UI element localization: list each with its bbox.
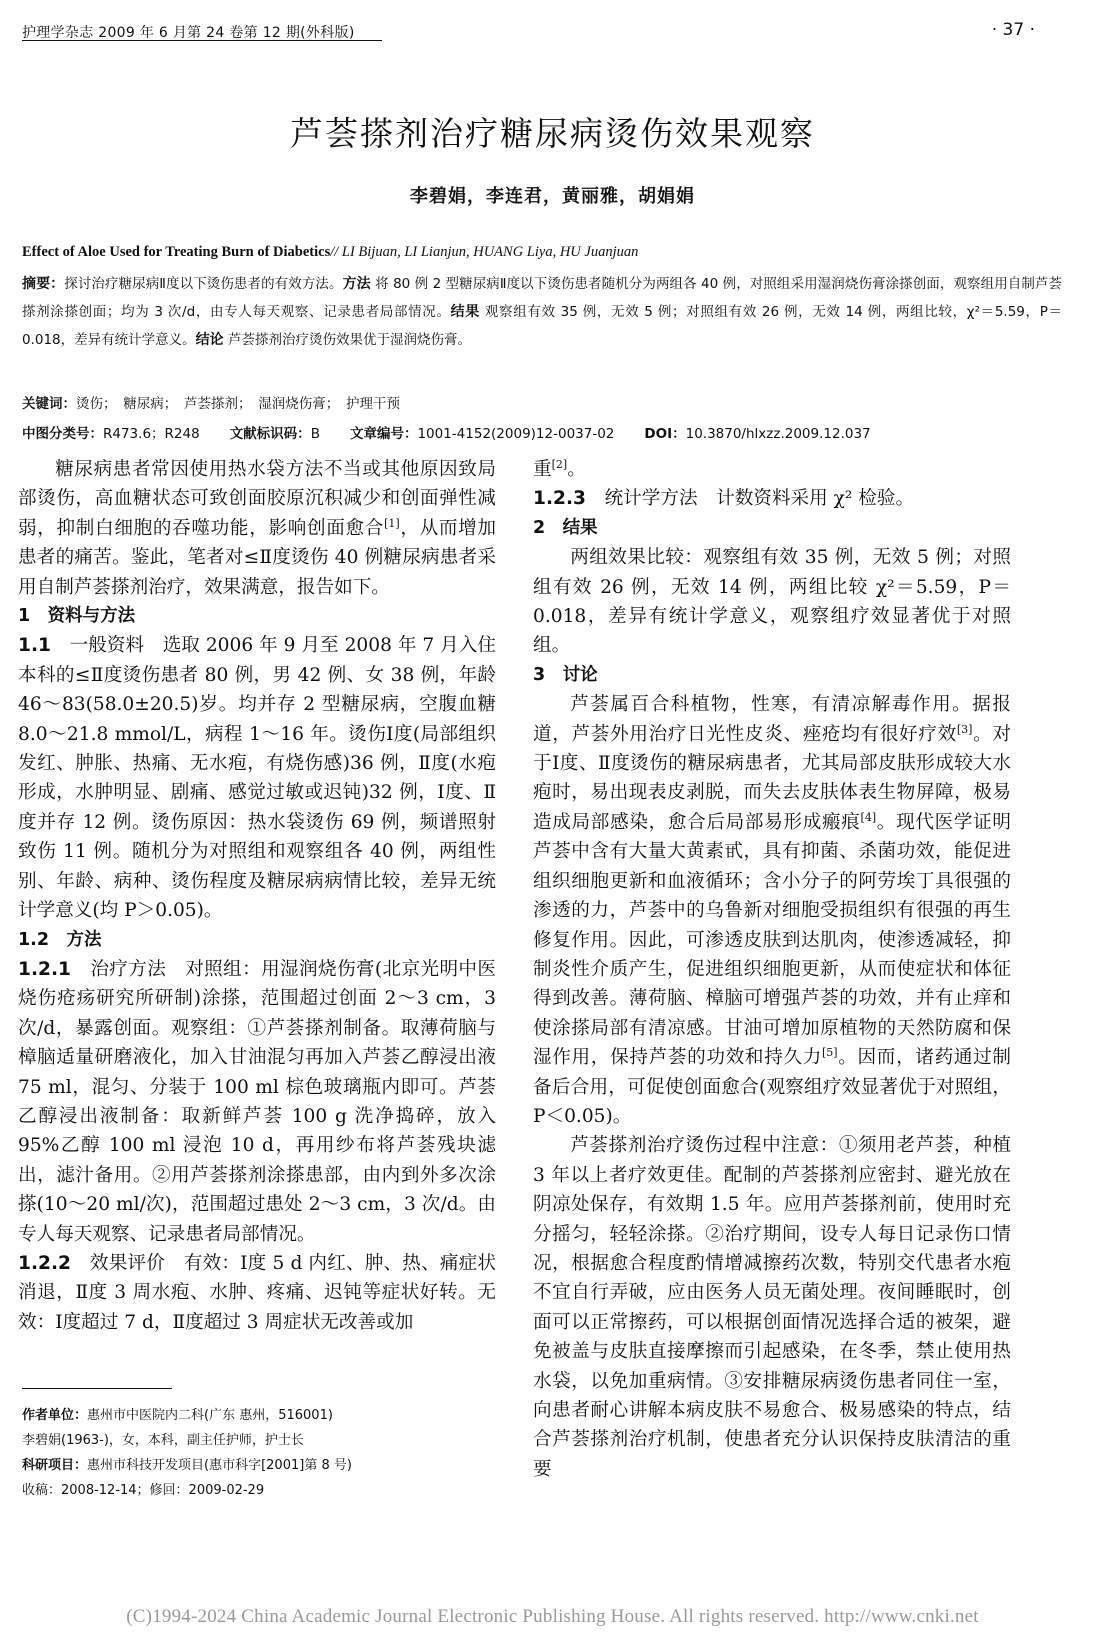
discussion-paragraph-1 — [533, 690, 1011, 1131]
section-1-1 — [18, 631, 496, 925]
cont-end: 。 — [567, 459, 586, 480]
abstract-objective: 探讨治疗糖尿病Ⅱ度以下烫伤患者的有效方法。 — [64, 276, 343, 292]
intro-text: 糖尿病患者常因使用热水袋方法不当或其他原因致局部烫伤，高血糖状态可致创面胶原沉积减少和创面弹性减弱，抑制白细胞的吞噬功能，影响创面愈合 — [18, 459, 496, 539]
s123-text: 计数资料采用 χ² 检验。 — [716, 488, 915, 510]
keywords — [22, 392, 400, 412]
ref-5: [5] — [822, 1045, 838, 1059]
s121-text: 对照组：用湿润烧伤膏(北京光明中医烧伤疮疡研究所研制)涂搽，范围超过创面 2～3 cm，3 次/d，暴露创面。观察组：①芦荟搽剂制备。取薄荷脑与樟脑适量研磨液化，加入甘油混匀再加入芦荟乙醇浸出液 75 ml，混匀、分装于 100 ml 棕色玻璃瓶内即可。芦荟乙醇浸出液制备：取新鲜芦荟 100 g 洗净捣碎，放入 95%乙醇 100 ml 浸泡 10 d，再用纱布将芦荟残块滤出，滤汁备用。②用芦荟搽剂涂搽患部，由内到外多次涂搽(10～20 ml/次)，范围超过患处 2～3 cm，3 次/d。由专人每天观察、记录患者局部情况。 — [18, 958, 496, 1245]
article-no-value: 1001-4152(2009)12-0037-02 — [417, 426, 615, 442]
section-1-heading: 1 资料与方法 — [18, 606, 136, 627]
d1a-text: 芦荟属百合科植物，性寒，有清凉解毒作用。据报道，芦荟外用治疗日光性皮炎、痤疮均有很好疗效 — [533, 694, 1011, 745]
page-number: · 37 · — [991, 20, 1035, 40]
research-project — [22, 1453, 512, 1478]
header-rule — [22, 40, 382, 41]
doi-value: 10.3870/hlxzz.2009.12.037 — [685, 426, 871, 442]
abstract-conclusion: 芦荟搽剂治疗烫伤效果优于湿润烧伤膏。 — [227, 332, 471, 348]
s121-title: 治疗方法 — [90, 958, 167, 980]
article-no-label: 文章编号： — [349, 426, 418, 442]
doc-code-value: B — [310, 426, 320, 442]
s11-text: 选取 2006 年 9 月至 2008 年 7 月入住本科的≤Ⅱ度烫伤患者 80 例，男 42 例、女 38 例，年龄 46～83(58.0±20.5)岁。均并存 2 型糖尿病，空腹血糖 8.0～21.8 mmol/L，病程 1～16 年。烫伤Ⅰ度(局部组织发红、肿胀、热痛、无水疱，有烧伤感)36 例，Ⅱ度(水疱形成，水肿明显、剧痛、感觉过敏或迟钝)32 例，Ⅰ度、Ⅱ度并存 12 例。烫伤原因：热水袋烫伤 69 例，频谱照射致伤 11 例。随机分为对照组和观察组各 40 例，两组性别、年龄、病种、烫伤程度及糖尿病病情比较，差异无统计学意义(均 P＞0.05)。 — [18, 635, 496, 922]
clc-label: 中图分类号： — [22, 426, 103, 442]
article-title: 芦荟搽剂治疗糖尿病烫伤效果观察 — [290, 114, 815, 153]
doc-code-label: 文献标识码： — [229, 426, 311, 442]
results-paragraph: 两组效果比较：观察组有效 35 例，无效 5 例；对照组有效 26 例，无效 14 例，两组比较 χ²＝5.59，P＝0.018，差异有统计学意义，观察组疗效显著优于对照组。 — [533, 547, 1011, 657]
clc-value: R473.6；R248 — [103, 426, 200, 442]
section-1-2-heading: 1.2 方法 — [18, 929, 102, 950]
author-bio: 李碧娟(1963-)，女，本科，副主任护师，护士长 — [22, 1433, 304, 1448]
discussion-paragraph-2: 芦荟搽剂治疗烫伤过程中注意：①须用老芦荟，种植 3 年以上者疗效更佳。配制的芦荟搽剂应密封、避光放在阴凉处保存，有效期 1.5 年。应用芦荟搽剂前，使用时充分摇匀，轻轻涂搽。②治疗期间，设专人每日记录伤口情况，根据愈合程度酌情增减擦药次数，特别交代患者水疱不宜自行弄破，应由医务人员无菌处理。夜间睡眠时，创面可以正常擦药，可以根据创面情况选择合适的被架，避免被盖与皮肤直接摩擦而引起感染，在冬季，禁止使用热水袋，以免加重病情。③安排糖尿病烫伤患者同住一室，向患者耐心讲解本病皮肤不易愈合、极易感染的特点，结合芦荟搽剂治疗机制，使患者充分认识保持皮肤清洁的重要 — [533, 1135, 1011, 1480]
left-column — [18, 455, 496, 1337]
unit-label: 作者单位： — [22, 1408, 88, 1423]
section-1-2-2 — [18, 1249, 496, 1337]
author-unit — [22, 1403, 512, 1428]
english-authors: // LI Bijuan, LI Lianjun, HUANG Liya, HU Juanjuan — [330, 244, 639, 260]
abstract-results-label: 结果 — [450, 304, 480, 320]
abstract-label: 摘要： — [22, 276, 65, 292]
cont-text: 重 — [533, 459, 552, 480]
doi-label: DOI： — [644, 426, 686, 442]
ref-1: [1] — [384, 516, 400, 530]
intro-text-end: ，从而增加患者的痛苦。鉴此，笔者对≤Ⅱ度烫伤 40 例糖尿病患者采用自制芦荟搽剂治疗，效果满意，报告如下。 — [18, 517, 496, 598]
right-column — [533, 455, 1011, 1484]
s121-number: 1.2.1 — [18, 958, 71, 980]
english-title-line — [22, 244, 638, 261]
abstract-methods-label: 方法 — [342, 276, 371, 292]
classification-line — [22, 422, 1072, 442]
s11-number: 1.1 — [18, 635, 51, 657]
section-2-heading: 2 结果 — [533, 517, 598, 538]
ref-4: [4] — [860, 810, 877, 824]
abstract-conclusion-label: 结论 — [195, 332, 224, 348]
keywords-label: 关键词： — [22, 396, 76, 412]
journal-header: 护理学杂志 2009 年 6 月第 24 卷第 12 期(外科版) — [22, 25, 355, 41]
intro-paragraph — [18, 455, 496, 602]
abstract-results: 观察组有效 35 例，无效 5 例；对照组有效 26 例，无效 14 例，两组比较，χ²＝5.59，P＝0.018，差异有统计学意义。 — [22, 304, 1062, 348]
s123-title: 统计学方法 — [604, 488, 698, 510]
section-1-2-3 — [533, 484, 1011, 513]
s122-text: 有效：Ⅰ度 5 d 内红、肿、热、痛症状消退，Ⅱ度 3 周水疱、水肿、疼痛、迟钝等症状好转。无效：Ⅰ度超过 7 d，Ⅱ度超过 3 周症状无改善或加 — [18, 1252, 496, 1333]
received-dates: 收稿：2008-12-14；修回：2009-02-29 — [22, 1483, 265, 1498]
unit-value: 惠州市中医院内二科(广东 惠州，516001) — [87, 1408, 333, 1423]
project-label: 科研项目： — [22, 1458, 88, 1473]
d1c-text: 。现代医学证明芦荟中含有大量大黄素甙，具有抑菌、杀菌功效，能促进组织细胞更新和血液循环；含小分子的阿劳埃丁具很强的渗透的力，芦荟中的乌鲁新对细胞受损组织有很强的再生修复作用。因此，可渗透皮肤到达肌肉，使渗透减轻，抑制炎性介质产生，促进组织细胞更新，从而使症状和体征得到改善。薄荷脑、樟脑可增强芦荟的功效，并有止痒和使涂搽局部有清凉感。甘油可增加原植物的天然防腐和保湿作用，保持芦荟的功效和持久力 — [533, 811, 1011, 1069]
project-value: 惠州市科技开发项目(惠市科字[2001]第 8 号) — [87, 1458, 352, 1473]
article-authors: 李碧娟，李连君，黄丽雅，胡娟娟 — [410, 186, 695, 207]
footnote-rule — [22, 1388, 172, 1389]
abstract-methods: 将 80 例 2 型糖尿病Ⅱ度以下烫伤患者随机分为两组各 40 例，对照组采用湿润烧伤膏涂搽创面，观察组用自制芦荟搽剂涂搽创面；均为 3 次/d，由专人每天观察、记录患者局部情况。 — [22, 276, 1063, 320]
s11-title: 一般资料 — [69, 635, 145, 657]
s122-title: 效果评价 — [89, 1252, 166, 1274]
english-title: Effect of Aloe Used for Treating Burn of Diabetics — [22, 244, 331, 260]
continued-text — [533, 455, 1011, 484]
s122-number: 1.2.2 — [18, 1252, 71, 1274]
ref-2: [2] — [551, 457, 568, 471]
section-1-2-1 — [18, 955, 496, 1249]
keywords-text: 烫伤； 糖尿病； 芦荟搽剂； 湿润烧伤膏； 护理干预 — [76, 396, 400, 412]
footnotes — [22, 1403, 512, 1503]
abstract — [22, 270, 1062, 354]
section-3-heading: 3 讨论 — [533, 664, 598, 685]
ref-3: [3] — [956, 722, 973, 736]
s123-number: 1.2.3 — [533, 488, 586, 510]
d1b-text: 。对于Ⅰ度、Ⅱ度烫伤的糖尿病患者，尤其局部皮肤形成较大水疱时，易出现表皮剥脱，而失去皮肤体表生物屏障，极易造成局部感染，愈合后局部易形成瘢痕 — [533, 723, 1011, 833]
copyright-notice: (C)1994-2024 China Academic Journal Electronic Publishing House. All rights reserved. http://www.cnki.net — [126, 1606, 979, 1627]
d1d-text: 。因而，诸药通过制备后合用，可促使创面愈合(观察组疗效显著优于对照组，P＜0.05)。 — [533, 1047, 1011, 1127]
